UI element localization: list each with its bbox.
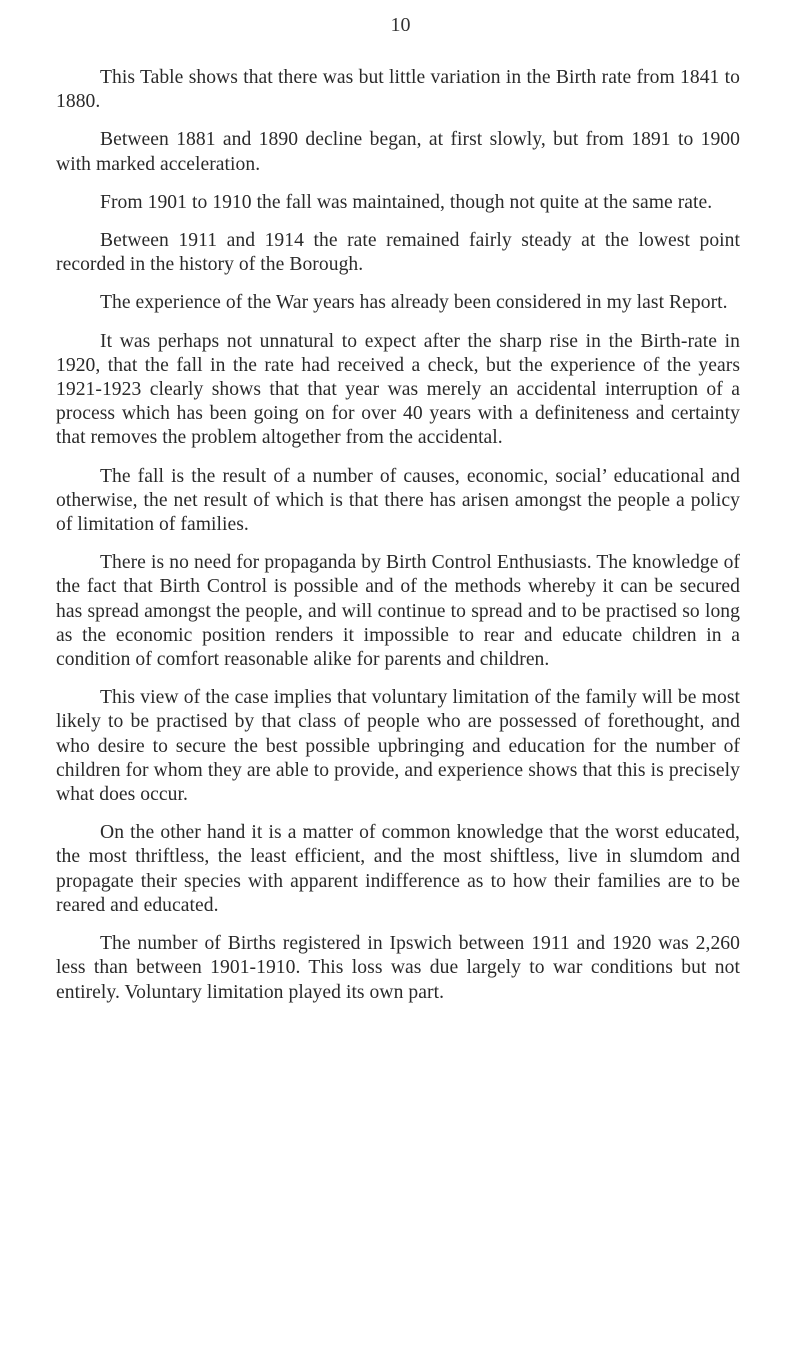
paragraph-rate-steady: Between 1911 and 1914 the rate remained fairly steady at the lowest point recorded in the history of the Borough. [56,230,740,276]
paragraph-causes-of-fall: The fall is the result of a number of causes, economic, social’ educational and otherwise, the net result of which is that there has arisen amongst the people a policy of limitation of families. [56,465,740,536]
paragraph-birth-rate-variation: This Table shows that there was but little variation in the Birth rate from 1841 to 1880. [56,67,740,113]
paragraph-birth-control: There is no need for propaganda by Birth Control Enthusiasts. The knowledge of the fact that Birth Control is possible and of the methods whereby it can be secured has spread amongst the people, and will continue to spread and to be practised so long as the economic position renders it impossible to rear and educate children in a condition of comfort reasonable alike for parents and children. [56,552,740,671]
paragraph-fall-maintained: From 1901 to 1910 the fall was maintained, though not quite at the same rate. [100,191,713,213]
paragraph-decline-began: Between 1881 and 1890 decline began, at first slowly, but from 1891 to 1900 with marked acceleration. [56,129,740,175]
page-number: 10 [390,14,411,36]
paragraph-births-registered: The number of Births registered in Ipswich between 1911 and 1920 was 2,260 less than between 1901-1910. This loss was due largely to war conditions but not entirely. Voluntary limitation played its own part. [56,933,740,1003]
paragraph-slumdom: On the other hand it is a matter of common knowledge that the worst educated, the most thriftless, the least efficient, and the most shiftless, live in slumdom and propagate their species with apparent indifference as to how their families are to be reared and educated. [56,822,740,916]
paragraph-voluntary-limitation: This view of the case implies that voluntary limitation of the family will be most likely to be practised by that class of people who are possessed of forethought, and who desire to secure the best possible upbringing and education for the number of children for whom they are able to provide, and experience shows that this is precisely what does occur. [56,687,740,806]
paragraph-war-years: The experience of the War years has already been considered in my last Report. [100,292,728,314]
body-text [56,66,740,1019]
paragraph-sharp-rise: It was perhaps not unnatural to expect after the sharp rise in the Birth-rate in 1920, that the fall in the rate had received a check, but the experience of the years 1921-1923 clearly shows that that year was merely an accidental interruption of a process which has been going on for over 40 years with a definiteness and certainty that removes the problem altogether from the accidental. [56,330,740,449]
